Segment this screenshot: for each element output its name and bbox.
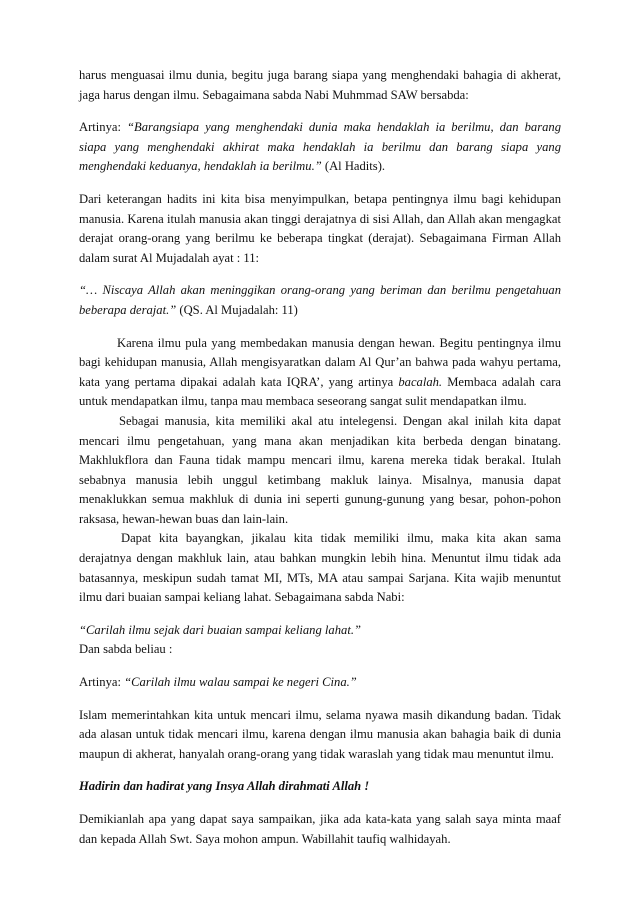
china-quote-text: “Carilah ilmu walau sampai ke negeri Cina.” <box>124 675 357 690</box>
iqra-text-after: Membaca adalah cara untuk mendapatkan ilmu, tanpa mau membaca seseorang sangat sulit mendapatkan ilmu. <box>79 374 561 409</box>
paragraph-opening: harus menguasai ilmu dunia, begitu juga barang siapa yang menghendaki bahagia di akherat, jaga harus dengan ilmu. Sebagaimana sabda Nabi Muhmmad SAW bersabda: <box>79 68 561 102</box>
and-saying-line: Dan sabda beliau : <box>79 642 173 657</box>
paragraph-islam-command: Islam memerintahkan kita untuk mencari ilmu, selama nyawa masih dikandung badan. Tidak ada alasan untuk tidak mencari ilmu, karena dengan ilmu manusia akan bahagia baik di dunia maupun di akherat, hanyalah orang-orang yang tidak waraslah yang tidak mau menuntut ilmu. <box>79 707 561 761</box>
paragraph-quran-quote <box>79 281 561 320</box>
paragraph-imagine: Dapat kita bayangkan, jikalau kita tidak memiliki ilmu, maka kita akan sama derajatnya dengan makhluk lain, atau bahkan mungkin lebih hina. Menuntut ilmu tidak ada batasannya, meskipun sudah tamat MI, MTs, MA atau sampai Sarjana. Kita wajib menuntut ilmu dari buaian sampai keliang lahat. Sebagaimana sabda Nabi: <box>79 531 561 605</box>
cradle-quote-text: “Carilah ilmu sejak dari buaian sampai keliang lahat.” <box>79 622 361 637</box>
paragraph-hadith-quote <box>79 118 561 177</box>
hadith-quote-text: “Barangsiapa yang menghendaki dunia maka hendaklah ia berilmu, dan barang siapa yang menghendaki akhirat maka hendaklah ia berilmu dan barang siapa yang menghendaki keduanya, hendaklah ia berilmu.” <box>79 120 562 174</box>
iqra-italic-word: bacalah. <box>398 374 443 389</box>
paragraph-conclusion: Dari keterangan hadits ini kita bisa menyimpulkan, betapa pentingnya ilmu bagi kehidupan manusia. Karena itulah manusia akan tinggi derajatnya di sisi Allah, dan Allah akan mengagkat derajat orang-orang yang berilmu ke beberapa tingkat (derajat). Sebagaimana Firman Allah dalam surat Al Mujadalah ayat : 11: <box>79 191 561 265</box>
paragraph-iqra <box>79 334 561 412</box>
hadith-reference: (Al Hadits). <box>321 159 386 174</box>
paragraph-greeting: Hadirin dan hadirat yang Insya Allah dirahmati Allah ! <box>79 779 370 794</box>
quran-reference: (QS. Al Mujadalah: 11) <box>176 302 298 317</box>
paragraph-closing: Demikianlah apa yang dapat saya sampaikan, jika ada kata-kata yang salah saya minta maaf dan kepada Allah Swt. Saya mohon ampun. Wabillahit taufiq walhidayah. <box>79 812 561 846</box>
paragraph-china-quote <box>79 673 561 693</box>
iqra-text-before: Karena ilmu pula yang membedakan manusia dengan hewan. Begitu pentingnya ilmu bagi kehidupan manusia, Allah mengisyaratkan dalam Al Qur’an bahwa pada wahyu pertama, kata yang pertama dipakai adalah kata IQRA’, yang artinya <box>79 335 561 389</box>
quote-lead: Artinya: <box>79 675 125 690</box>
paragraph-cradle-quote <box>79 621 561 660</box>
paragraph-intelligence: Sebagai manusia, kita memiliki akal atu intelegensi. Dengan akal inilah kita dapat mencari ilmu pengetahuan, yang mana akan menjadikan kita berbeda dengan binatang. Makhlukflora dan Fauna tidak mampu mencari ilmu, karena mereka tidak berakal. Itulah sebabnya manusia lebih unggul ketimbang makluk lainya. Misalnya, manusia dapat menaklukkan semua makhluk di dunia ini seperti gunung-gunung yang besar, pohon-pohon raksasa, hewan-hewan buas dan lain-lain. <box>79 413 561 526</box>
quote-lead: Artinya: <box>79 120 128 135</box>
quran-quote-text: “… Niscaya Allah akan meninggikan orang-orang yang beriman dan berilmu pengetahuan beberapa derajat.” <box>79 283 561 317</box>
